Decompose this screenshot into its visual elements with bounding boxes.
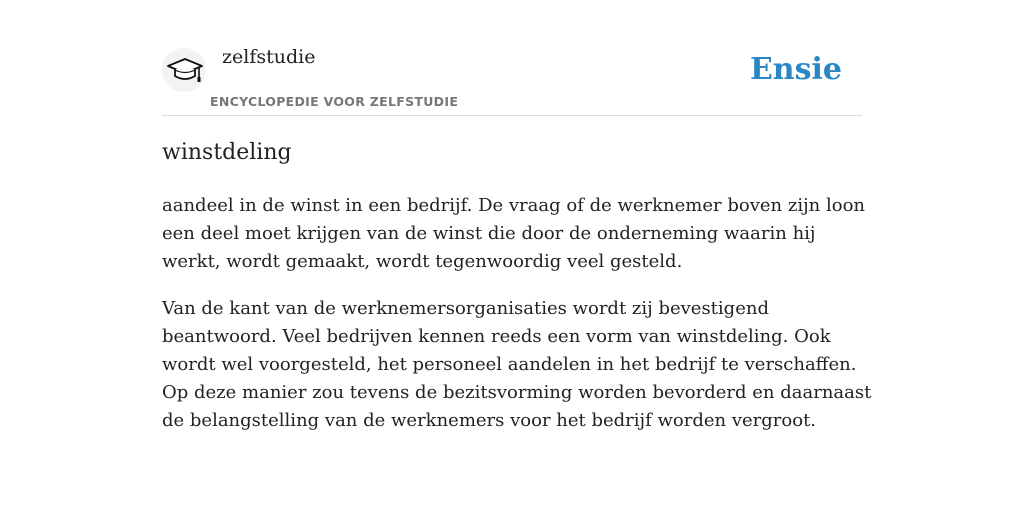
site-subtitle: ENCYCLOPEDIE VOOR ZELFSTUDIE — [210, 94, 459, 109]
entry-paragraph: aandeel in de winst in een bedrijf. De vraag of de werknemer boven zijn loon een deel moet krijgen van de winst die door de onderneming waarin hij werkt, wordt gemaakt, wordt tegenwoordig veel gesteld. — [162, 195, 865, 272]
site-name[interactable]: zelfstudie — [222, 46, 316, 68]
entry-title: winstdeling — [162, 140, 292, 165]
page — [162, 0, 872, 431]
site-logo[interactable] — [162, 48, 206, 92]
graduation-cap-icon — [166, 56, 204, 86]
entry-paragraph: Van de kant van de werknemersorganisaties wordt zij bevestigend beantwoord. Veel bedrijven kennen reeds een vorm van winstdeling. Ook wordt wel voorgesteld, het personeel aandelen in het bedrijf te verschaffen. Op deze manier zou tevens de bezitsvorming worden bevorderd en daarnaast de belangstelling van de werknemers voor het bedrijf worden vergroot. — [162, 298, 872, 431]
entry-body — [162, 192, 872, 454]
header — [162, 0, 862, 116]
brand-logo[interactable]: Ensie — [749, 52, 842, 87]
